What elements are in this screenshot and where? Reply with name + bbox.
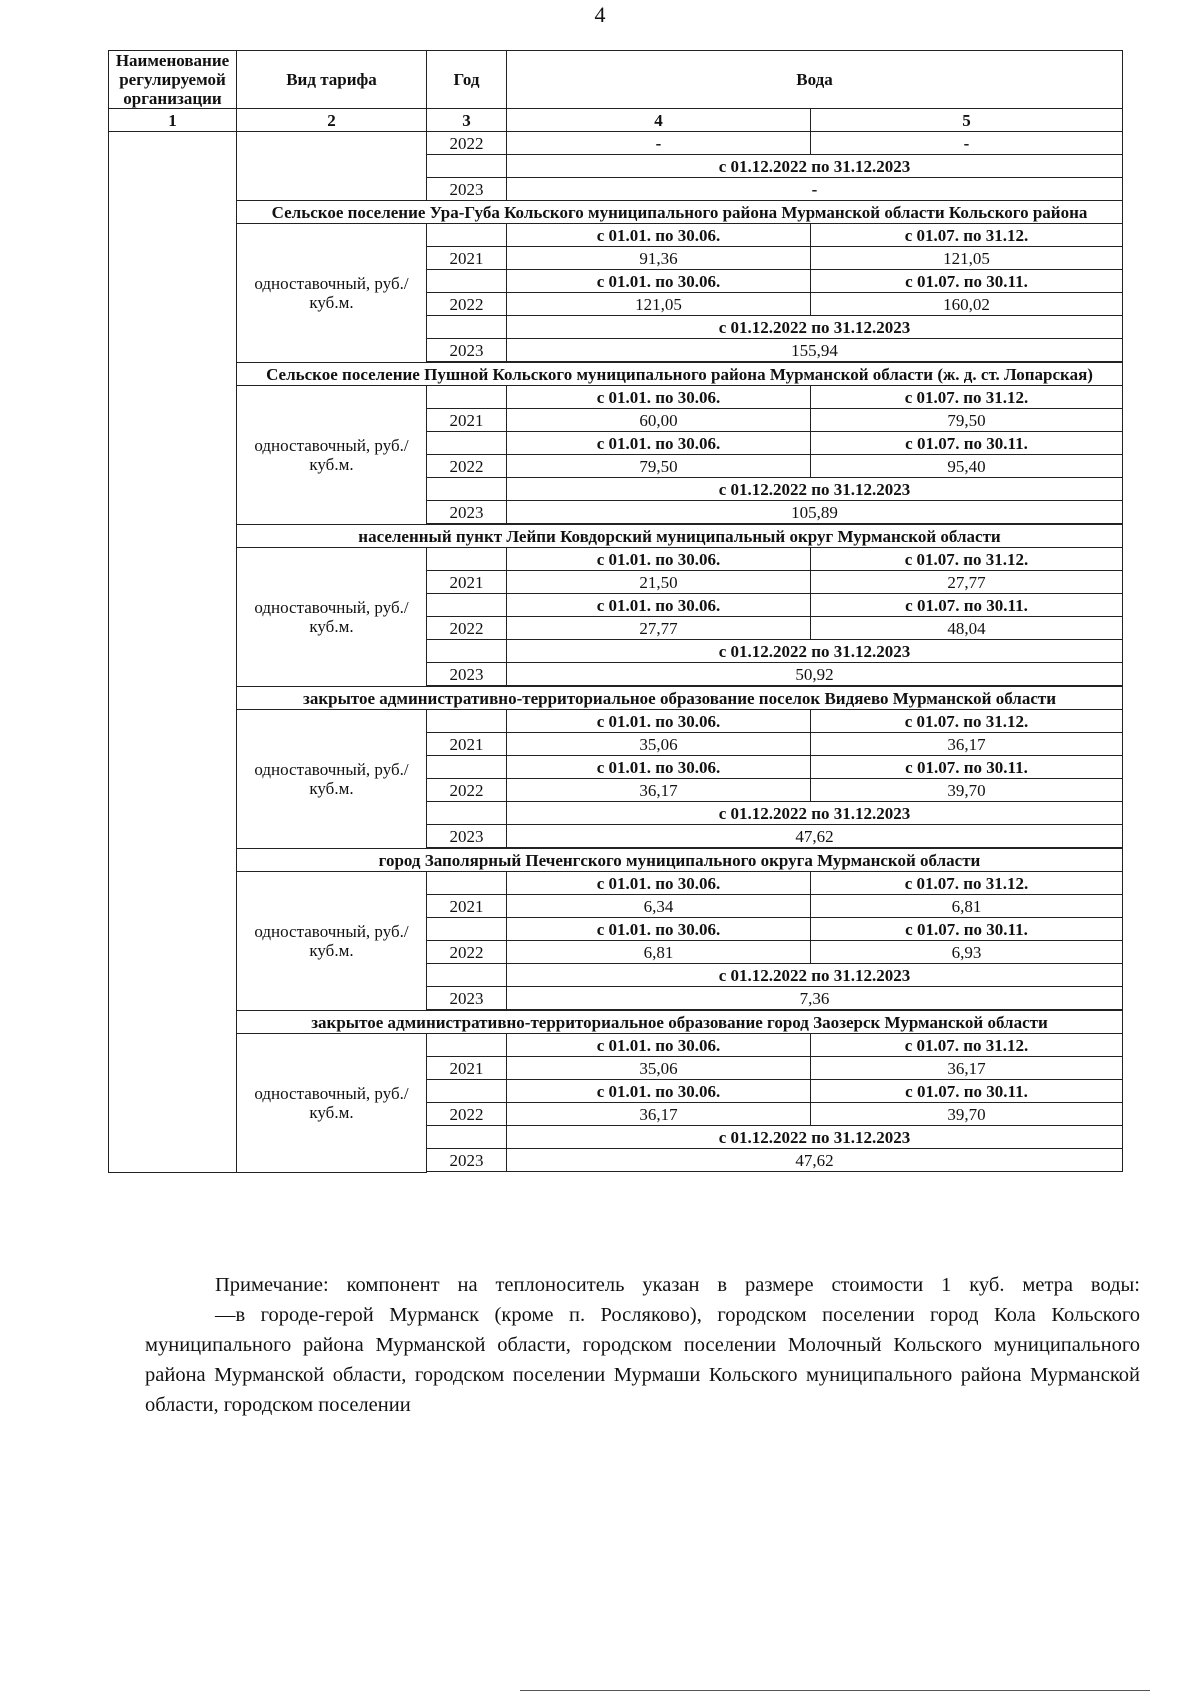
period-label: с 01.01. по 30.06.	[507, 710, 811, 733]
value-cell: 121,05	[507, 293, 811, 316]
value-cell: 39,70	[811, 779, 1123, 802]
col-num-1: 1	[109, 109, 237, 132]
year-cell	[427, 316, 507, 339]
col-num-5: 5	[811, 109, 1123, 132]
period-label: с 01.07. по 30.11.	[811, 756, 1123, 779]
period-label: с 01.07. по 31.12.	[811, 1034, 1123, 1057]
value-cell: 35,06	[507, 733, 811, 756]
note-block	[145, 1270, 1140, 1420]
value-cell: 79,50	[811, 409, 1123, 432]
period-label: с 01.01. по 30.06.	[507, 224, 811, 247]
period-label: с 01.01. по 30.06.	[507, 1080, 811, 1103]
value-cell: 36,17	[811, 733, 1123, 756]
table-row	[109, 386, 1123, 409]
year-cell: 2023	[427, 178, 507, 201]
period-label: с 01.12.2022 по 31.12.2023	[507, 1126, 1123, 1149]
period-label: с 01.12.2022 по 31.12.2023	[507, 155, 1123, 178]
tariff-label: одноставочный, руб./куб.м.	[237, 224, 427, 363]
period-label: с 01.12.2022 по 31.12.2023	[507, 316, 1123, 339]
period-label: с 01.07. по 31.12.	[811, 548, 1123, 571]
period-label: с 01.07. по 30.11.	[811, 270, 1123, 293]
value-cell: 36,17	[811, 1057, 1123, 1080]
year-cell: 2022	[427, 293, 507, 316]
year-cell	[427, 386, 507, 409]
region-row	[109, 1011, 1123, 1034]
value-cell: 6,81	[811, 895, 1123, 918]
note-text: Примечание: компонент на теплоноситель указан в размере стоимости 1 куб. метра воды:	[215, 1274, 1140, 1296]
value-cell: 27,77	[811, 571, 1123, 594]
year-cell: 2022	[427, 941, 507, 964]
col-num-4: 4	[507, 109, 811, 132]
period-label: с 01.12.2022 по 31.12.2023	[507, 478, 1123, 501]
tariff-label: одноставочный, руб./куб.м.	[237, 548, 427, 687]
value-cell: 50,92	[507, 663, 1123, 686]
value-cell: 27,77	[507, 617, 811, 640]
period-label: с 01.01. по 30.06.	[507, 432, 811, 455]
col-num-3: 3	[427, 109, 507, 132]
year-cell	[427, 478, 507, 501]
table-row	[109, 872, 1123, 895]
year-cell: 2022	[427, 617, 507, 640]
table-row	[109, 132, 1123, 155]
year-cell: 2022	[427, 455, 507, 478]
header-year: Год	[427, 51, 507, 109]
period-label: с 01.01. по 30.06.	[507, 918, 811, 941]
table-row	[109, 710, 1123, 733]
table-header-row	[109, 51, 1123, 109]
year-cell	[427, 1080, 507, 1103]
table-row	[109, 1034, 1123, 1057]
value-cell: 47,62	[507, 825, 1123, 848]
tariff-label: одноставочный, руб./куб.м.	[237, 710, 427, 849]
year-cell: 2023	[427, 663, 507, 686]
year-cell: 2021	[427, 247, 507, 270]
header-org: Наименование регулируемой организации	[109, 51, 237, 109]
year-cell: 2021	[427, 895, 507, 918]
year-cell	[427, 918, 507, 941]
period-label: с 01.07. по 30.11.	[811, 432, 1123, 455]
header-water: Вода	[507, 51, 1123, 109]
value-cell: 79,50	[507, 455, 811, 478]
region-title: закрытое административно-территориальное образование город Заозерск Мурманской области	[237, 1011, 1123, 1034]
period-label: с 01.07. по 31.12.	[811, 224, 1123, 247]
year-cell	[427, 872, 507, 895]
value-cell: 6,34	[507, 895, 811, 918]
tariff-blank-cell	[237, 132, 427, 201]
year-cell	[427, 710, 507, 733]
region-row	[109, 687, 1123, 710]
tariff-label: одноставочный, руб./куб.м.	[237, 872, 427, 1011]
org-blank-cell	[109, 132, 237, 1173]
value-cell: 48,04	[811, 617, 1123, 640]
year-cell: 2023	[427, 1149, 507, 1172]
period-label: с 01.07. по 30.11.	[811, 594, 1123, 617]
value-cell: 60,00	[507, 409, 811, 432]
column-number-row	[109, 109, 1123, 132]
value-cell: 7,36	[507, 987, 1123, 1010]
value-cell: 47,62	[507, 1149, 1123, 1172]
year-cell: 2021	[427, 1057, 507, 1080]
tariff-label: одноставочный, руб./куб.м.	[237, 386, 427, 525]
tariff-table	[108, 50, 1123, 1173]
year-cell: 2022	[427, 779, 507, 802]
period-label: с 01.01. по 30.06.	[507, 270, 811, 293]
note-item: —в городе-герой Мурманск (кроме п. Росляково), городском поселении город Кола Кольского муниципального района Мурманской области, городском поселении Молочный Кольского муниципального района Мурманской области, городском поселении Мурмаши Кольского муниципального района Мурманской области, городском поселении	[145, 1304, 1140, 1416]
value-cell: 160,02	[811, 293, 1123, 316]
page-number: 4	[594, 2, 606, 27]
region-title: закрытое административно-территориальное образование поселок Видяево Мурманской области	[237, 687, 1123, 710]
value-cell: 36,17	[507, 779, 811, 802]
period-label: с 01.07. по 31.12.	[811, 386, 1123, 409]
region-title: город Заполярный Печенгского муниципального округа Мурманской области	[237, 849, 1123, 872]
value-cell: 95,40	[811, 455, 1123, 478]
value-cell: -	[507, 178, 1123, 201]
year-cell: 2022	[427, 1103, 507, 1126]
region-row	[109, 201, 1123, 224]
region-title: населенный пункт Лейпи Ковдорский муниципальный округ Мурманской области	[237, 525, 1123, 548]
year-cell	[427, 964, 507, 987]
value-cell: 6,93	[811, 941, 1123, 964]
value-cell: 91,36	[507, 247, 811, 270]
region-row	[109, 525, 1123, 548]
period-label: с 01.12.2022 по 31.12.2023	[507, 964, 1123, 987]
footer-rule	[520, 1690, 1150, 1691]
period-label: с 01.12.2022 по 31.12.2023	[507, 802, 1123, 825]
value-cell: 121,05	[811, 247, 1123, 270]
year-cell	[427, 1034, 507, 1057]
period-label: с 01.07. по 30.11.	[811, 918, 1123, 941]
value-cell: 21,50	[507, 571, 811, 594]
period-label: с 01.01. по 30.06.	[507, 594, 811, 617]
year-cell	[427, 224, 507, 247]
table-row	[109, 224, 1123, 247]
header-tariff: Вид тарифа	[237, 51, 427, 109]
col-num-2: 2	[237, 109, 427, 132]
region-row	[109, 849, 1123, 872]
period-label: с 01.01. по 30.06.	[507, 872, 811, 895]
year-cell: 2021	[427, 571, 507, 594]
year-cell	[427, 594, 507, 617]
year-cell	[427, 802, 507, 825]
period-label: с 01.01. по 30.06.	[507, 1034, 811, 1057]
spacer-cell	[427, 1172, 1123, 1173]
region-title: Сельское поселение Ура-Губа Кольского муниципального района Мурманской области Кольского района	[237, 201, 1123, 224]
year-cell	[427, 1126, 507, 1149]
year-cell: 2023	[427, 339, 507, 362]
year-cell	[427, 432, 507, 455]
value-cell: 6,81	[507, 941, 811, 964]
value-cell: 155,94	[507, 339, 1123, 362]
region-title: Сельское поселение Пушной Кольского муниципального района Мурманской области (ж. д. ст. Лопарская)	[237, 363, 1123, 386]
year-cell: 2023	[427, 825, 507, 848]
tariff-label: одноставочный, руб./куб.м.	[237, 1034, 427, 1173]
value-cell: -	[811, 132, 1123, 155]
year-cell: 2021	[427, 409, 507, 432]
value-cell: 36,17	[507, 1103, 811, 1126]
period-label: с 01.07. по 31.12.	[811, 710, 1123, 733]
period-label: с 01.07. по 31.12.	[811, 872, 1123, 895]
value-cell: 35,06	[507, 1057, 811, 1080]
year-cell: 2023	[427, 501, 507, 524]
year-cell: 2021	[427, 733, 507, 756]
year-cell	[427, 548, 507, 571]
year-cell: 2023	[427, 987, 507, 1010]
table-row	[109, 548, 1123, 571]
period-label: с 01.12.2022 по 31.12.2023	[507, 640, 1123, 663]
year-cell	[427, 640, 507, 663]
value-cell: 39,70	[811, 1103, 1123, 1126]
period-label: с 01.01. по 30.06.	[507, 386, 811, 409]
year-cell: 2022	[427, 132, 507, 155]
period-label: с 01.07. по 30.11.	[811, 1080, 1123, 1103]
period-label: с 01.01. по 30.06.	[507, 756, 811, 779]
period-label: с 01.01. по 30.06.	[507, 548, 811, 571]
value-cell: -	[507, 132, 811, 155]
region-row	[109, 363, 1123, 386]
value-cell: 105,89	[507, 501, 1123, 524]
year-cell	[427, 756, 507, 779]
year-cell	[427, 155, 507, 178]
year-cell	[427, 270, 507, 293]
